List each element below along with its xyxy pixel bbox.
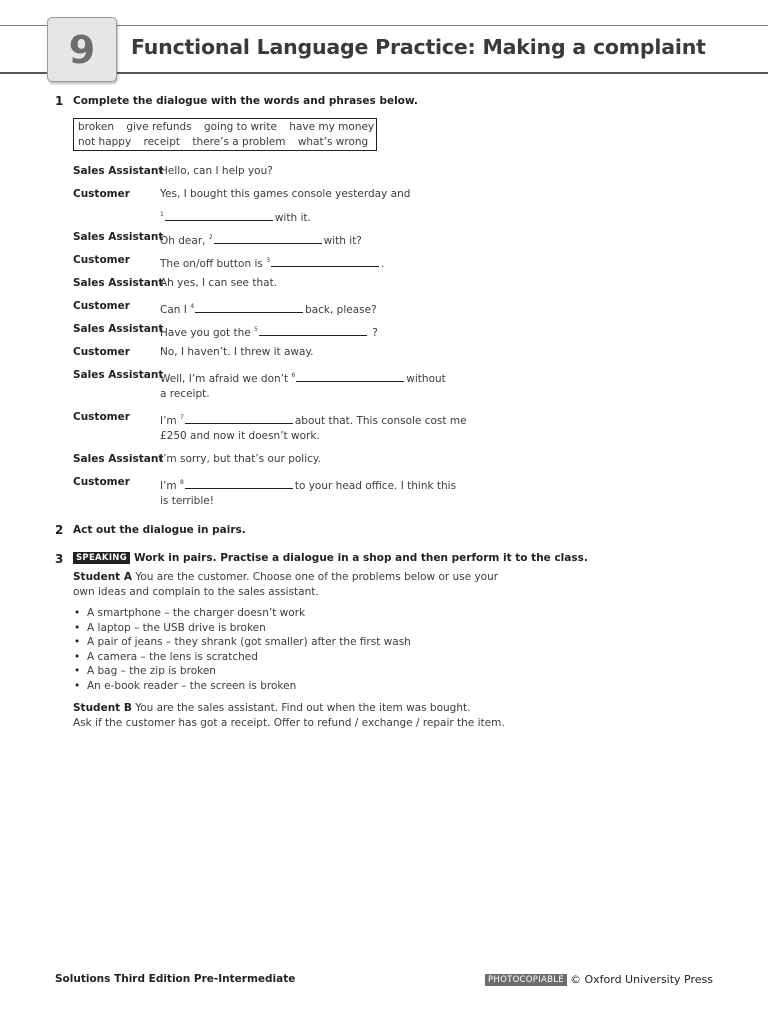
gap-number: 1 xyxy=(160,211,164,218)
gap-number: 8 xyxy=(180,479,184,486)
student-a-label: Student A xyxy=(73,571,132,583)
word-option: not happy xyxy=(78,135,132,148)
after-text: with it. xyxy=(274,212,311,224)
list-item: • A camera – the lens is scratched xyxy=(73,650,411,665)
dialogue-line: £250 and now it doesn’t work. xyxy=(160,430,320,442)
speaker-label: Sales Assistant xyxy=(73,369,164,381)
answer-blank-7[interactable] xyxy=(185,412,293,424)
dialogue-line: Ah yes, I can see that. xyxy=(160,277,278,289)
gap-number: 2 xyxy=(208,234,213,241)
page-title: Functional Language Practice: Making a complaint xyxy=(131,35,706,59)
after-text: about that. This console cost me xyxy=(294,415,467,427)
gap-number: 7 xyxy=(180,414,184,421)
dialogue-line: is terrible! xyxy=(160,495,214,507)
student-b-line-1: You are the sales assistant. Find out when the item was bought. xyxy=(135,702,471,714)
student-b-instructions xyxy=(73,701,543,731)
before-text: The on/off button is xyxy=(160,258,263,270)
dialogue-line-gap xyxy=(160,297,377,320)
word-option: have my money xyxy=(289,121,375,133)
speaker-label: Sales Assistant xyxy=(73,277,164,289)
dialogue-line-gap xyxy=(160,320,378,343)
word-option: broken xyxy=(78,121,114,133)
speaker-label: Customer xyxy=(73,300,130,312)
copyright-text: © Oxford University Press xyxy=(569,973,713,986)
word-box-row-2 xyxy=(78,135,372,150)
photocopiable-badge: PHOTOCOPIABLE xyxy=(485,974,567,986)
list-item: • A bag – the zip is broken xyxy=(73,664,411,679)
after-text: . xyxy=(381,258,385,270)
gap-number: 5 xyxy=(254,326,258,333)
exercise-2-number: 2 xyxy=(55,523,64,537)
student-a-line-2: own ideas and complain to the sales assistant. xyxy=(73,586,319,598)
footer-book-title: Solutions Third Edition Pre-Intermediate xyxy=(55,973,296,985)
exercise-3-instruction-line xyxy=(73,552,588,564)
speaker-label: Customer xyxy=(73,188,130,200)
speaking-badge: SPEAKING xyxy=(73,552,130,564)
word-option: what’s wrong xyxy=(297,135,369,148)
speaker-label: Customer xyxy=(73,346,130,358)
speaker-label: Sales Assistant xyxy=(73,165,164,177)
gap-number: 4 xyxy=(190,303,195,310)
gap-number: 3 xyxy=(266,257,271,264)
before-text: Can I xyxy=(160,304,187,316)
exercise-1-number: 1 xyxy=(55,94,64,108)
exercise-2-instruction: Act out the dialogue in pairs. xyxy=(73,524,246,536)
answer-blank-2[interactable] xyxy=(214,232,322,244)
after-text: ? xyxy=(372,327,378,339)
after-text: without xyxy=(406,373,446,385)
exercise-1-instruction: Complete the dialogue with the words and phrases below. xyxy=(73,95,418,107)
answer-blank-1[interactable] xyxy=(165,209,273,221)
dialogue-line-gap xyxy=(160,251,384,274)
before-text: Have you got the xyxy=(160,327,251,339)
after-text: to your head office. I think this xyxy=(294,480,457,492)
speaker-label: Sales Assistant xyxy=(73,453,164,465)
answer-blank-3[interactable] xyxy=(271,255,379,267)
exercise-3-number: 3 xyxy=(55,552,64,566)
dialogue-line: No, I haven’t. I threw it away. xyxy=(160,346,314,358)
dialogue-line-gap xyxy=(160,228,362,251)
student-a-instructions xyxy=(73,570,543,600)
list-item: • A pair of jeans – they shrank (got smaller) after the first wash xyxy=(73,635,411,650)
gap-number: 6 xyxy=(291,372,296,379)
speaker-label: Customer xyxy=(73,411,130,423)
exercise-3-instruction: Work in pairs. Practise a dialogue in a shop and then perform it to the class. xyxy=(133,552,588,564)
dialogue-line-gap xyxy=(160,205,311,228)
dialogue-line: I’m sorry, but that’s our policy. xyxy=(160,453,321,465)
dialogue-line: Yes, I bought this games console yesterday and xyxy=(160,188,411,200)
before-text: Well, I’m afraid we don’t xyxy=(160,373,289,385)
before-text: I’m xyxy=(160,480,177,492)
answer-blank-5[interactable] xyxy=(259,324,367,336)
word-option: going to write xyxy=(203,121,277,133)
problem-list xyxy=(73,606,411,694)
speaker-label: Customer xyxy=(73,476,130,488)
student-b-label: Student B xyxy=(73,702,132,714)
list-item: • A smartphone – the charger doesn’t work xyxy=(73,606,411,621)
unit-number-badge: 9 xyxy=(47,17,117,82)
footer-copyright-block xyxy=(485,973,713,986)
after-text: with it? xyxy=(323,235,362,247)
word-box xyxy=(73,118,377,151)
before-text: I’m xyxy=(160,415,177,427)
speaker-label: Sales Assistant xyxy=(73,323,164,335)
student-b-line-2: Ask if the customer has got a receipt. Offer to refund / exchange / repair the item. xyxy=(73,717,505,729)
speaker-label: Sales Assistant xyxy=(73,231,164,243)
dialogue-line: Hello, can I help you? xyxy=(160,165,273,177)
speaker-label: Customer xyxy=(73,254,130,266)
word-box-row-1 xyxy=(78,120,375,135)
after-text: back, please? xyxy=(305,304,377,316)
word-option: give refunds xyxy=(126,121,192,133)
answer-blank-8[interactable] xyxy=(185,477,293,489)
answer-blank-6[interactable] xyxy=(296,370,404,382)
student-a-line-1: You are the customer. Choose one of the problems below or use your xyxy=(135,571,499,583)
before-text: Oh dear, xyxy=(160,235,206,247)
answer-blank-4[interactable] xyxy=(195,301,303,313)
list-item: • An e-book reader – the screen is broken xyxy=(73,679,411,694)
dialogue-line: a receipt. xyxy=(160,388,210,400)
word-option: there’s a problem xyxy=(192,135,286,148)
list-item: • A laptop – the USB drive is broken xyxy=(73,621,411,636)
word-option: receipt xyxy=(143,135,180,148)
